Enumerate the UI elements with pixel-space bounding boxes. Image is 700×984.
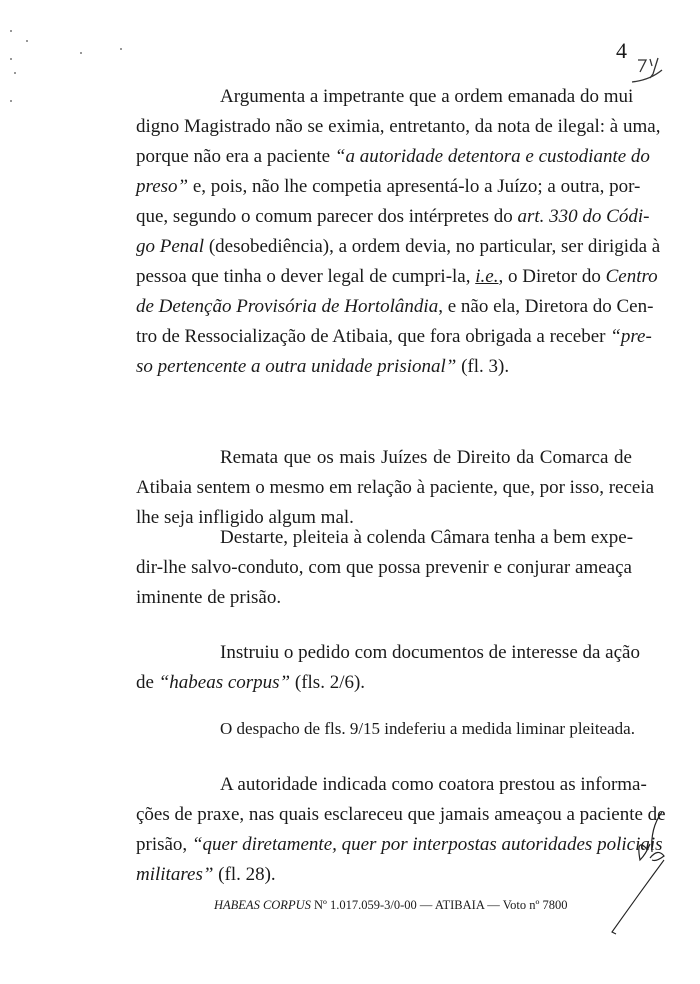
text-line <box>136 860 632 890</box>
text-line <box>220 638 640 668</box>
text-line <box>220 523 632 553</box>
text-line <box>136 553 632 583</box>
text: pessoa que tinha o dever legal de cumpri-la, <box>136 266 476 287</box>
scan-speck <box>10 58 12 60</box>
text: dir-lhe salvo-conduto, com que possa prevenir e conjurar ameaça <box>136 557 632 578</box>
italic-text: i.e. <box>475 266 499 287</box>
text-line <box>136 262 658 292</box>
text: digno Magistrado não se eximia, entretanto, da nota de ilegal: à uma, <box>136 116 661 137</box>
italic-text: “habeas corpus” <box>158 672 291 693</box>
text: (fl. 28). <box>213 864 276 885</box>
scan-speck <box>10 30 12 32</box>
scan-speck <box>80 52 82 54</box>
text-line <box>136 473 655 503</box>
text-line <box>136 830 663 860</box>
text-line <box>136 668 632 698</box>
text-line <box>136 583 632 613</box>
italic-text: de Detenção Provisória de Hortolândia <box>136 296 439 317</box>
text-line <box>220 770 647 800</box>
text-line <box>136 202 650 232</box>
text: prisão, <box>136 834 192 855</box>
scan-speck <box>10 100 12 102</box>
text: que, segundo o comum parecer dos intérpretes do <box>136 206 518 227</box>
text: e, pois, não lhe competia apresentá-lo a Juízo; a outra, por- <box>188 176 641 197</box>
text: (fl. 3). <box>456 356 510 377</box>
text: iminente de prisão. <box>136 587 282 608</box>
despacho-paragraph: O despacho de fls. 9/15 indeferiu a medida liminar pleiteada. <box>220 719 635 738</box>
text: A autoridade indicada como coatora prestou as informa- <box>220 774 647 795</box>
page-number: 4 <box>616 38 627 63</box>
text: de <box>136 672 159 693</box>
text: lhe seja infligido algum mal. <box>136 507 354 528</box>
italic-text: art. 330 do Códi- <box>517 206 650 227</box>
text-line <box>136 292 654 322</box>
text-line <box>220 82 632 112</box>
text-line <box>136 232 661 262</box>
text-line <box>136 800 666 830</box>
italic-text: “a autoridade detentora e custodiante do <box>334 146 650 167</box>
text: Atibaia sentem o mesmo em relação à paciente, que, por isso, receia <box>136 477 655 498</box>
italic-text: preso” <box>136 176 189 197</box>
scan-speck <box>26 40 28 42</box>
text: , e não ela, Diretora do Cen- <box>438 296 654 317</box>
text: tro de Ressocialização de Atibaia, que fora obrigada a receber <box>136 326 611 347</box>
text: ções de praxe, nas quais esclareceu que jamais ameaçou a paciente de <box>136 804 666 825</box>
italic-text: “pre- <box>610 326 652 347</box>
text-line <box>136 112 661 142</box>
text-line <box>220 443 632 473</box>
text-line <box>136 142 650 172</box>
scan-speck <box>14 72 16 74</box>
footer <box>214 898 567 913</box>
text: , o Diretor do <box>498 266 606 287</box>
text: (fls. 2/6). <box>290 672 366 693</box>
italic-text: “quer diretamente, quer por interpostas autoridades policiais <box>191 834 663 855</box>
italic-text: Centro <box>605 266 658 287</box>
signature-initials <box>606 808 676 948</box>
text: (desobediência), a ordem devia, no particular, ser dirigida à <box>204 236 661 257</box>
text: Argumenta a impetrante que a ordem emanada do mui <box>220 86 634 107</box>
text-line <box>136 322 652 352</box>
italic-text: militares” <box>136 864 214 885</box>
text-line <box>136 352 632 382</box>
text: Instruiu o pedido com documentos de interesse da ação <box>220 642 640 663</box>
footer-case-type: HABEAS CORPUS <box>214 898 311 912</box>
italic-text: go Penal <box>136 236 205 257</box>
text: porque não era a paciente <box>136 146 335 167</box>
italic-text: so pertencente a outra unidade prisional” <box>136 356 457 377</box>
text: Destarte, pleiteia à colenda Câmara tenha a bem expe- <box>220 527 634 548</box>
text-line <box>136 172 641 202</box>
text: Remata que os mais Juízes de Direito da Comarca de <box>220 447 632 468</box>
scan-speck <box>120 48 122 50</box>
footer-case-number: Nº 1.017.059-3/0-00 — ATIBAIA — Voto nº 7800 <box>313 898 568 912</box>
